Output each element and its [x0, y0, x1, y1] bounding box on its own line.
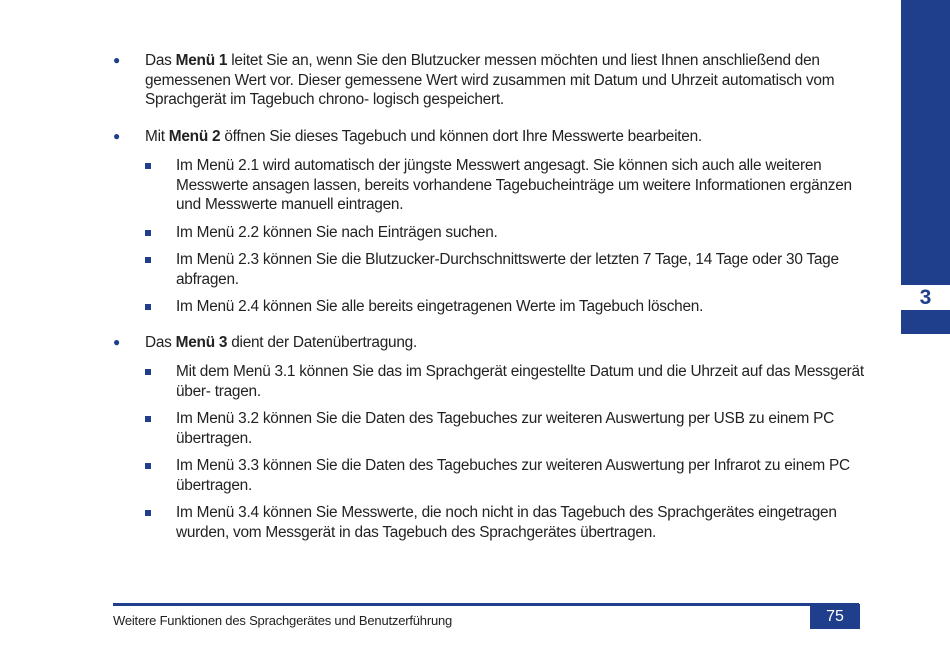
- square-bullet-icon: [145, 416, 151, 422]
- square-bullet-icon: [145, 163, 151, 169]
- item-text: leitet Sie an, wenn Sie den Blutzucker messen möchten und liest Ihnen anschließend den gemessenen Wert vor. Dieser gemessene Wert wird zusammen mit Datum und Uhrzeit automatisch vom Sprachgerät im Tagebuch chrono- logisch gespeichert.: [145, 52, 835, 108]
- sub-item-text: Mit dem Menü 3.1 können Sie das im Sprachgerät eingestellte Datum und die Uhrzeit auf das Messgerät über- tragen.: [176, 363, 864, 400]
- sub-item-text: Im Menü 3.2 können Sie die Daten des Tagebuches zur weiteren Auswertung per USB zu einem PC übertragen.: [176, 410, 834, 447]
- square-bullet-icon: [145, 257, 151, 263]
- sub-item-text: Im Menü 3.4 können Sie Messwerte, die noch nicht in das Tagebuch des Sprachgerätes eingetragen wurden, vom Messgerät in das Tagebuch des Sprachgerätes übertragen.: [176, 504, 837, 541]
- item-prefix: Das: [145, 52, 176, 69]
- sub-item-text: Im Menü 3.3 können Sie die Daten des Tagebuches zur weiteren Auswertung per Infrarot zu einem PC übertragen.: [176, 457, 850, 494]
- sub-item-menu-2-4: [113, 297, 865, 317]
- sub-item-menu-2-1: [113, 156, 865, 215]
- sub-item-text: Im Menü 2.4 können Sie alle bereits eingetragenen Werte im Tagebuch löschen.: [176, 298, 704, 315]
- footer-divider: [113, 603, 859, 606]
- item-bold: Menü 2: [168, 127, 221, 145]
- square-bullet-icon: [145, 230, 151, 236]
- list-item-menu-2: [113, 127, 865, 147]
- page-number: 75: [810, 604, 860, 629]
- footer-title: Weitere Funktionen des Sprachgerätes und Benutzerführung: [113, 613, 453, 628]
- sub-item-menu-3-3: [113, 456, 865, 495]
- square-bullet-icon: [145, 463, 151, 469]
- chapter-tab-bar-bottom: [901, 310, 950, 334]
- sub-item-menu-2-2: [113, 223, 865, 243]
- item-bold: Menü 3: [175, 333, 228, 351]
- list-item-menu-3: [113, 333, 865, 353]
- item-text: dient der Datenübertragung.: [227, 333, 417, 351]
- list-item-menu-1: [113, 51, 865, 110]
- sub-item-text: Im Menü 2.2 können Sie nach Einträgen suchen.: [176, 223, 498, 241]
- bullet-dot-icon: ●: [113, 334, 120, 349]
- square-bullet-icon: [145, 510, 151, 516]
- sub-item-menu-2-3: [113, 250, 865, 289]
- chapter-number: 3: [919, 286, 932, 309]
- sub-item-text: Im Menü 2.3 können Sie die Blutzucker-Durchschnittswerte der letzten 7 Tage, 14 Tage oder 30 Tage abfragen.: [176, 251, 839, 288]
- item-prefix: Das: [145, 333, 176, 351]
- bullet-dot-icon: ●: [113, 53, 120, 67]
- sub-item-menu-3-1: [113, 362, 865, 401]
- sub-item-menu-3-4: [113, 503, 865, 542]
- square-bullet-icon: [145, 369, 151, 375]
- chapter-tab-bar-top: [901, 0, 950, 285]
- main-content: [113, 51, 865, 550]
- sub-item-text: Im Menü 2.1 wird automatisch der jüngste Messwert angesagt. Sie können sich auch alle weiteren Messwerte ansagen lassen, bereits vorhandene Tagebucheinträge um weitere Informationen ergänzen und Messwerte manuell eintragen.: [176, 157, 852, 213]
- item-bold: Menü 1: [175, 52, 228, 69]
- item-prefix: Mit: [145, 127, 169, 145]
- item-text: öffnen Sie dieses Tagebuch und können dort Ihre Messwerte bearbeiten.: [220, 127, 702, 145]
- sub-item-menu-3-2: [113, 409, 865, 448]
- bullet-dot-icon: ●: [113, 128, 120, 143]
- square-bullet-icon: [145, 304, 151, 310]
